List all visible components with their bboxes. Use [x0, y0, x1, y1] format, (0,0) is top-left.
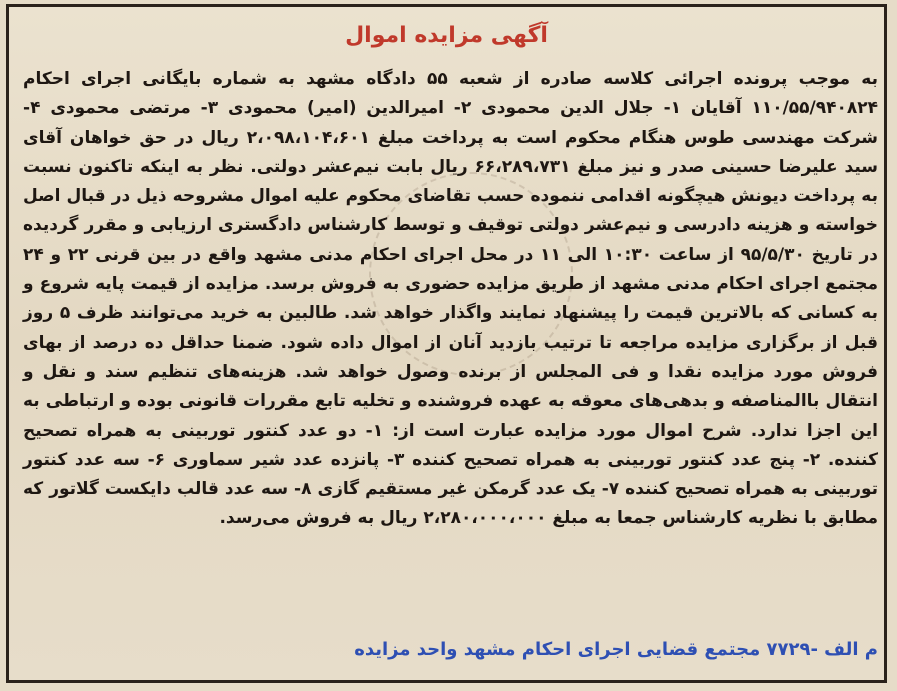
notice-body: به موجب پرونده اجرائی کلاسه صادره از شعبه ۵۵ دادگاه مشهد به شماره بایگانی اجرای احکام ۱۱۰/۵۵/۹۴۰۸۲۴ آقایان ۱- جلال الدین محمودی ۲- امیرالدین (امیر) محمودی ۳- مرتضی محمودی ۴- شرکت مهندسی طوس هنگام محکوم است به پرداخت مبلغ ۲،۰۹۸،۱۰۴،۶۰۱ ریال در حق خواهان آقای سید علیرضا حسینی صدر و نیز مبلغ ۶۶،۲۸۹،۷۳۱ ریال بابت نیم‌عشر دولتی. نظر به اینکه تاکنون نسبت به پرداخت دیونش هیچگونه اقدامی ننموده حسب تقاضای محکوم علیه اموال مشروحه ذیل در قبال اصل خواسته و هزینه دادرسی و نیم‌عشر دولتی توقیف و توسط کارشناس دادگستری ارزیابی و مقرر گردیده در تاریخ ۹۵/۵/۳۰ از ساعت ۱۰:۳۰ الی ۱۱ در محل اجرای احکام مدنی مشهد واقع در بین قرنی ۲۲ و ۲۴ مجتمع اجرای احکام مدنی مشهد از طریق مزایده حضوری به فروش برسد. مزایده از قیمت پایه شروع و به کسانی که بالاترین قیمت را پیشنهاد نمایند واگذار خواهد شد. طالبین به خرید می‌توانند ظرف ۵ روز قبل از برگزاری مزایده مراجعه تا ترتیب بازدید آنان از اموال داده شود. ضمنا حداقل ده درصد از بهای فروش مورد مزایده نقدا و فی المجلس از برنده وصول خواهد شد. هزینه‌های تنظیم سند و نقل و انتقال باالمناصفه و بدهی‌های معوقه به عهده فروشنده و تخلیه تابع مقررات قانونی بوده و ارتباطی به این اجزا ندارد. شرح اموال مورد مزایده عبارت است از: ۱- دو عدد کنتور توربینی به همراه تصحیح کننده. ۲- پنج عدد کنتور توربینی به همراه تصحیح کننده ۳- پانزده عدد شیر سماوری ۶- سه عدد کنتور توربینی به همراه تصحیح کننده ۷- یک عدد گرمکن غیر مستقیم گازی ۸- سه عدد قالب دایکست گلاتور که مطابق با نظریه کارشناس جمعا به مبلغ ۲،۲۸۰،۰۰۰،۰۰۰ ریال به فروش می‌رسد.: [23, 69, 879, 529]
notice-frame: [6, 4, 887, 683]
notice-footer: م الف -۷۷۲۹ مجتمع قضایی اجرای احکام مشهد واحد مزایده: [354, 639, 878, 660]
notice-title: آگهی مزایده اموال: [345, 23, 548, 48]
